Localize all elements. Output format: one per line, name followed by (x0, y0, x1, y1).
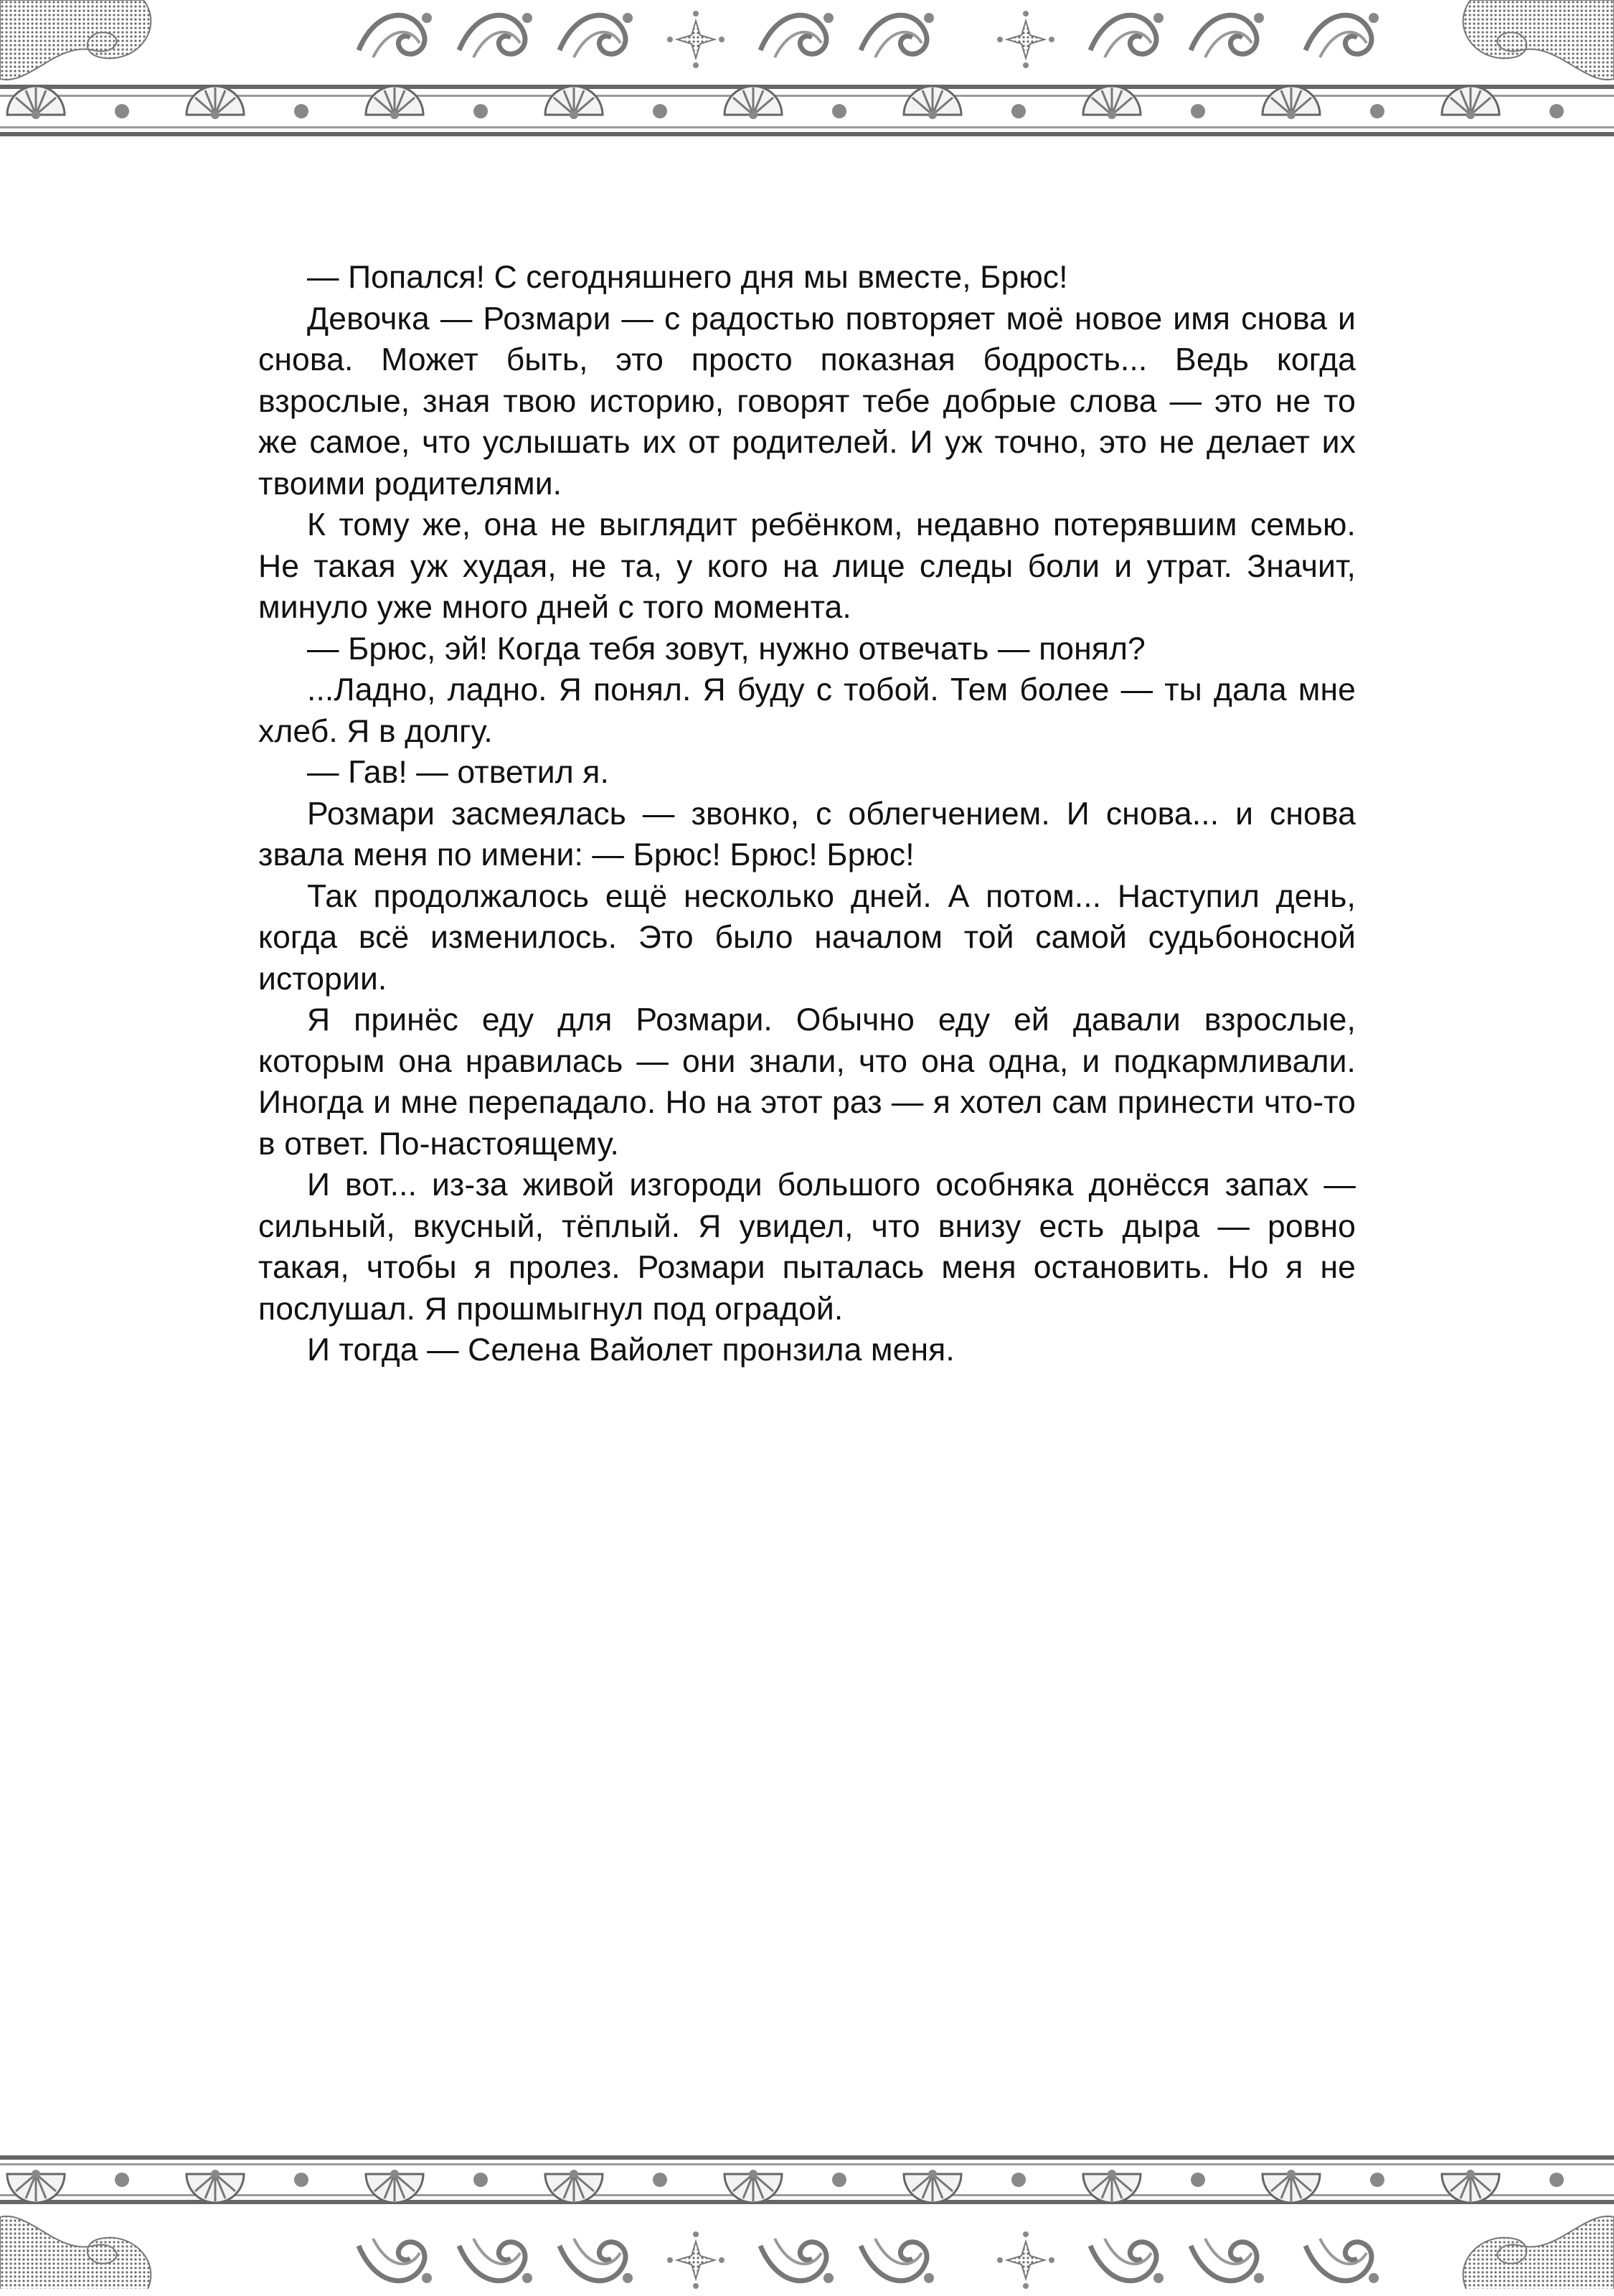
paragraph: И тогда — Селена Вайолет пронзила меня. (307, 1332, 955, 1368)
paragraph: Розмари засмеялась — звонко, с облегчением. И снова... и снова звала меня по имени: — Брюс! Брюс! Брюс! (258, 796, 1356, 872)
paragraph: — Гав! — ответил я. (307, 755, 609, 790)
story-text (258, 257, 1356, 1371)
paragraph: ...Ладно, ладно. Я понял. Я буду с тобой. Тем более — ты дала мне хлеб. Я в долгу. (258, 672, 1356, 749)
paragraph: — Попался! С сегодняшнего дня мы вместе, Брюс! (307, 260, 1068, 295)
top-ornamental-border (0, 0, 1614, 144)
lace-border-bottom-icon (0, 2145, 1614, 2289)
paragraph: К тому же, она не выглядит ребёнком, недавно потерявшим семью. Не такая уж худая, не та, у кого на лице следы боли и утрат. Значит, минуло уже много дней с того момента. (258, 507, 1356, 625)
bottom-ornamental-border (0, 2145, 1614, 2289)
paragraph: Я принёс еду для Розмари. Обычно еду ей давали взрослые, которым она нравилась — они знали, что она одна, и подкармливали. Иногда и мне перепадало. Но на этот раз — я хотел сам принести что-то в ответ. По-настоящему. (258, 1002, 1356, 1162)
lace-border-top-icon (0, 0, 1614, 144)
paragraph: — Брюс, эй! Когда тебя зовут, нужно отвечать — понял? (307, 631, 1146, 667)
paragraph: И вот... из-за живой изгороди большого особняка донёсся запах — сильный, вкусный, тёплый. Я увидел, что внизу есть дыра — ровно такая, чтобы я пролез. Розмари пыталась меня остановить. Но я не послушал. Я прошмыгнул под оградой. (258, 1167, 1356, 1327)
paragraph: Девочка — Розмари — с радостью повторяет моё новое имя снова и снова. Может быть, это просто показная бодрость... Ведь когда взрослые, зная твою историю, говорят тебе добрые слова — это не то же самое, что услышать их от родителей. И уж точно, это не делает их твоими родителями. (258, 301, 1356, 502)
paragraph: Так продолжалось ещё несколько дней. А потом... Наступил день, когда всё изменилось. Это было началом той самой судьбоносной истории. (258, 878, 1356, 997)
